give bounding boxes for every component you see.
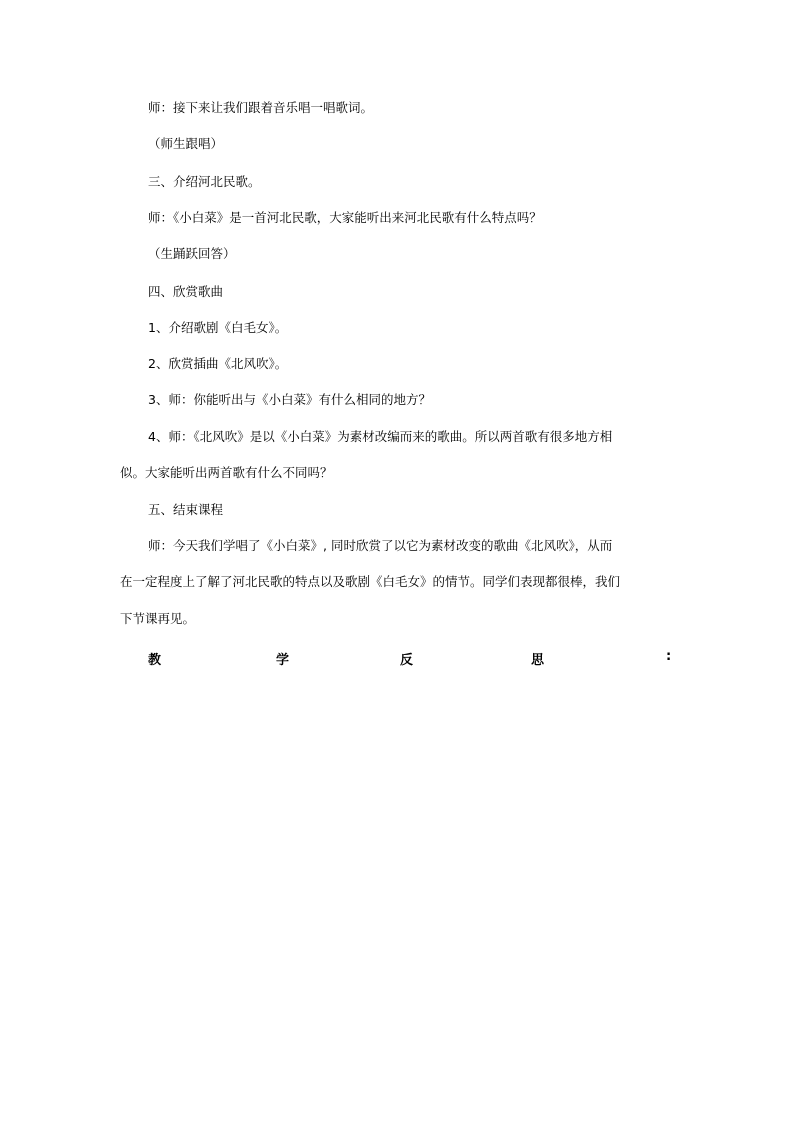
paragraph-teacher-sing-along: 师：接下来让我们跟着音乐唱一唱歌词。 <box>148 100 374 115</box>
paragraph-student-answer-note: （生踊跃回答） <box>148 246 236 261</box>
paragraph-sing-along-note: （师生跟唱） <box>148 136 224 151</box>
heading-char-4: 思 <box>531 653 545 668</box>
section-heading-conclude: 五、结束课程 <box>148 502 224 517</box>
paragraph-summary-line-3: 下节课再见。 <box>120 611 196 626</box>
list-item-4-line-1: 4、师：《北风吹》是以《小白菜》为素材改编而来的歌曲。所以两首歌有很多地方相 <box>148 429 613 444</box>
heading-char-2: 学 <box>276 653 290 668</box>
list-item-1: 1、介绍歌剧《白毛女》。 <box>148 320 288 335</box>
paragraph-summary-line-1: 师：今天我们学唱了《小白菜》, 同时欣赏了以它为素材改变的歌曲《北风吹》，从而 <box>148 538 613 553</box>
section-heading-appreciate: 四、欣赏歌曲 <box>148 284 224 299</box>
list-item-3: 3、师：你能听出与《小白菜》有什么相同的地方？ <box>148 392 431 407</box>
paragraph-teacher-question-features: 师：《小白菜》是一首河北民歌，大家能听出来河北民歌有什么特点吗？ <box>148 210 542 225</box>
heading-char-3: 反 <box>400 653 414 668</box>
heading-colon: : <box>666 649 672 664</box>
list-item-4-line-2: 似。大家能听出两首歌有什么不同吗？ <box>120 465 333 480</box>
teaching-reflection-heading <box>148 649 672 667</box>
section-heading-hebei-folk: 三、介绍河北民歌。 <box>148 174 261 189</box>
list-item-2: 2、欣赏插曲《北风吹》。 <box>148 356 288 371</box>
heading-char-1: 教 <box>148 653 162 668</box>
paragraph-summary-line-2: 在一定程度上了解了河北民歌的特点以及歌剧《白毛女》的情节。同学们表现都很棒，我们 <box>120 574 621 589</box>
